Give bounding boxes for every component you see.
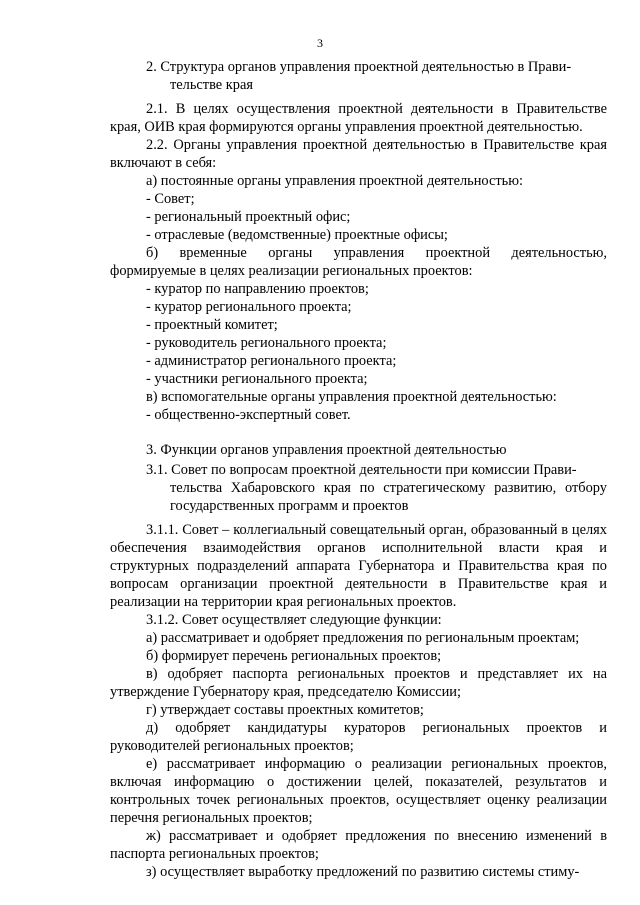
paragraph-2-2: 2.2. Органы управления проектной деятельностью в Правительстве края включают в себя: xyxy=(110,137,607,171)
function-item-b: б) формирует перечень региональных проектов; xyxy=(146,648,442,664)
list-item-project-head: - руководитель регионального проекта; xyxy=(146,335,387,351)
list-item-expert-council: - общественно-экспертный совет. xyxy=(146,407,351,423)
list-item-b: б) временные органы управления проектной деятельностью, формируемые в целях реализации региональных проектов: xyxy=(110,245,607,279)
list-item-project-admin: - администратор регионального проекта; xyxy=(146,353,397,369)
subsection-3-1-title-rest: тельства Хабаровского края по стратегическому развитию, отбору государственных программ и проектов xyxy=(170,480,607,514)
paragraph-3-1-1: 3.1.1. Совет – коллегиальный совещательный орган, образованный в целях обеспечения взаимодействия органов исполнительной власти края и структурных подразделений аппарата Губернатора и Правительства края по вопросам организации проектной деятельности в Правительстве края и реализации на территории края региональных проектов. xyxy=(110,522,607,610)
section-2-title xyxy=(110,58,607,94)
function-item-f: е) рассматривает информацию о реализации региональных проектов, включая информацию о достижении целей, показателей, результатов и контрольных точек региональных проектов, осуществляет оценку реализации перечня региональных проектов; xyxy=(110,756,607,826)
document-body xyxy=(110,58,607,881)
subsection-3-1-title xyxy=(110,461,607,515)
list-item-regional-office: - региональный проектный офис; xyxy=(146,209,351,225)
list-item-project-committee: - проектный комитет; xyxy=(146,317,278,333)
function-item-g: ж) рассматривает и одобряет предложения по внесению изменений в паспорта региональных проектов; xyxy=(110,828,607,862)
page-number: 3 xyxy=(317,36,323,50)
function-item-e: д) одобряет кандидатуры кураторов региональных проектов и руководителей региональных проектов; xyxy=(110,720,607,754)
list-item-a: а) постоянные органы управления проектной деятельностью: xyxy=(146,173,523,189)
section-2-title-line-2: тельстве края xyxy=(170,77,253,93)
list-item-project-curator: - куратор регионального проекта; xyxy=(146,299,352,315)
list-item-c: в) вспомогательные органы управления проектной деятельностью: xyxy=(146,389,557,405)
paragraph-3-1-2: 3.1.2. Совет осуществляет следующие функции: xyxy=(146,612,442,628)
function-item-c: в) одобряет паспорта региональных проектов и представляет их на утверждение Губернатору края, председателю Комиссии; xyxy=(110,666,607,700)
section-3-title: 3. Функции органов управления проектной деятельностью xyxy=(146,442,507,458)
list-item-branch-offices: - отраслевые (ведомственные) проектные офисы; xyxy=(146,227,448,243)
function-item-h: з) осуществляет выработку предложений по развитию системы стиму- xyxy=(146,864,580,880)
list-item-council: - Совет; xyxy=(146,191,195,207)
list-item-project-participants: - участники регионального проекта; xyxy=(146,371,368,387)
function-item-d: г) утверждает составы проектных комитетов; xyxy=(146,702,424,718)
subsection-3-1-title-line-1: 3.1. Совет по вопросам проектной деятельности при комиссии Прави- xyxy=(146,462,577,478)
function-item-a: а) рассматривает и одобряет предложения по региональным проектам; xyxy=(146,630,580,646)
section-2-title-line-1: 2. Структура органов управления проектной деятельностью в Прави- xyxy=(146,59,572,75)
list-item-direction-curator: - куратор по направлению проектов; xyxy=(146,281,369,297)
paragraph-2-1: 2.1. В целях осуществления проектной деятельности в Правительстве края, ОИВ края формируются органы управления проектной деятельностью. xyxy=(110,101,607,135)
